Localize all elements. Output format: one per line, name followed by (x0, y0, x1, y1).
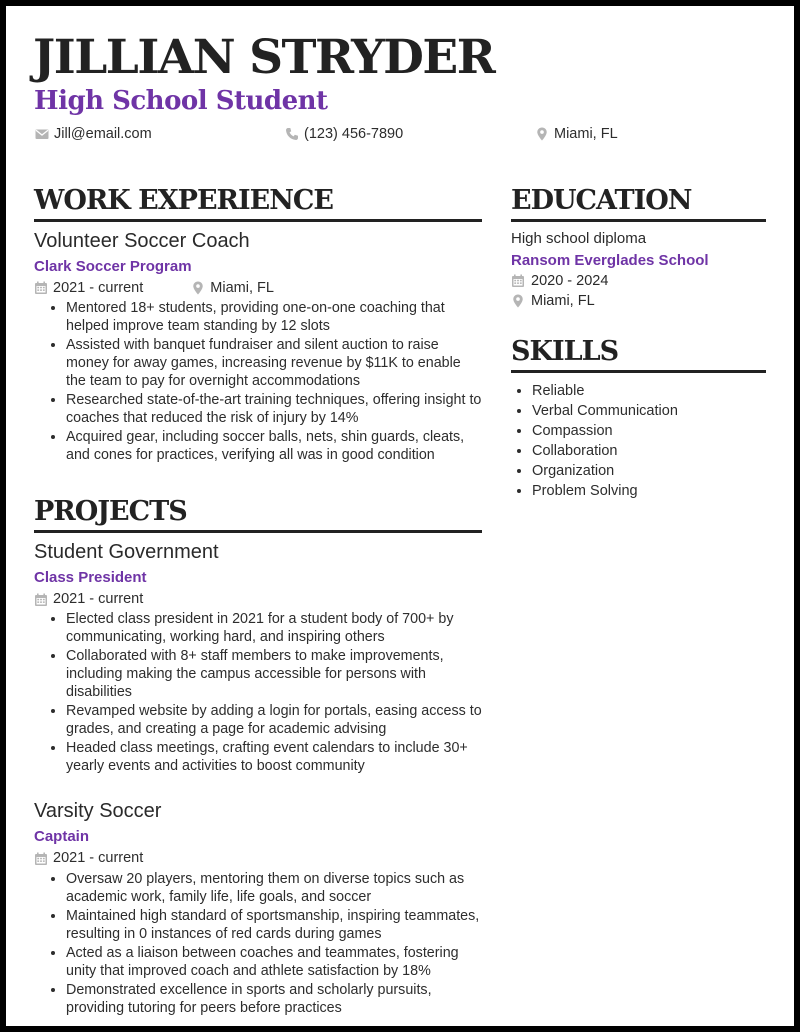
list-item: • Acquired gear, including soccer balls, nets, shin guards, cleats, and cones for practices, verifying all was in good condition (66, 428, 482, 464)
right-column (511, 184, 766, 501)
work-entry (34, 229, 482, 464)
work-bullets (34, 299, 482, 464)
list-item: • Collaborated with 8+ staff members to make improvements, including making the campus accessible for persons with disabilities (66, 647, 482, 701)
project-bullets (34, 610, 482, 775)
skill-item: • Reliable (532, 381, 766, 401)
map-pin-icon (511, 294, 525, 308)
project-title: Student Government (34, 540, 219, 563)
project-dates: 2021 - current (53, 850, 144, 867)
skill-item: • Organization (532, 461, 766, 481)
education-location-row (511, 293, 766, 309)
candidate-name: JILLIAN STRYDER (33, 30, 495, 85)
resume-page (6, 6, 794, 1026)
work-meta (34, 280, 482, 297)
skill-item: • Verbal Communication (532, 401, 766, 421)
list-item: • Mentored 18+ students, providing one-on-one coaching that helped improve team standing by 12 slots (66, 299, 482, 335)
calendar-icon (34, 281, 48, 295)
work-experience-heading: WORK EXPERIENCE (34, 184, 482, 222)
projects-heading: PROJECTS (34, 495, 482, 533)
skill-item: • Collaboration (532, 441, 766, 461)
education-location: Miami, FL (531, 292, 595, 309)
project-role: Captain (34, 828, 90, 846)
contact-phone (285, 126, 403, 142)
education-heading: EDUCATION (511, 184, 766, 222)
candidate-role: High School Student (34, 86, 328, 116)
skills-heading: SKILLS (511, 335, 766, 373)
map-pin-icon (191, 281, 205, 295)
work-title: Volunteer Soccer Coach (34, 229, 250, 252)
list-item: • Assisted with banquet fundraiser and silent auction to raise money for away games, increasing revenue by $11K to enable the team to pay for overnight accommodations (66, 336, 482, 390)
envelope-icon (35, 127, 49, 141)
calendar-icon (34, 593, 48, 607)
project-entry (34, 540, 482, 775)
list-item: • Headed class meetings, crafting event calendars to include 30+ yearly events and activities to boost community (66, 739, 482, 775)
education-school: Ransom Everglades School (511, 251, 709, 269)
email-text: Jill@email.com (54, 126, 152, 142)
work-location: Miami, FL (210, 279, 274, 296)
phone-icon (285, 127, 299, 141)
project-meta (34, 591, 482, 608)
contact-location (535, 126, 618, 142)
list-item: • Acted as a liaison between coaches and teammates, fostering unity that improved coach and athlete satisfaction by 18% (66, 944, 482, 980)
phone-text: (123) 456-7890 (304, 126, 404, 142)
skill-item: • Compassion (532, 421, 766, 441)
education-degree: High school diploma (511, 229, 647, 247)
list-item: • Maintained high standard of sportsmanship, inspiring teammates, resulting in 0 instances of red cards during games (66, 907, 482, 943)
calendar-icon (511, 274, 525, 288)
list-item: • Revamped website by adding a login for portals, easing access to grades, and creating a page for academic advising (66, 702, 482, 738)
contact-email (35, 126, 152, 142)
project-bullets (34, 870, 482, 1017)
work-dates: 2021 - current (53, 279, 144, 296)
location-text: Miami, FL (554, 126, 618, 142)
list-item: • Oversaw 20 players, mentoring them on diverse topics such as academic work, family life, life goals, and soccer (66, 870, 482, 906)
map-pin-icon (535, 127, 549, 141)
skill-item: • Problem Solving (532, 481, 766, 501)
project-entry (34, 799, 482, 1016)
work-organization: Clark Soccer Program (34, 257, 192, 275)
list-item: • Demonstrated excellence in sports and scholarly pursuits, providing tutoring for peers before practices (66, 981, 482, 1017)
education-dates: 2020 - 2024 (531, 272, 609, 289)
project-role: Class President (34, 568, 147, 586)
project-dates: 2021 - current (53, 590, 144, 607)
list-item: • Researched state-of-the-art training techniques, offering insight to coaches that reduced the risk of injury by 14% (66, 391, 482, 427)
list-item: • Elected class president in 2021 for a student body of 700+ by communicating, working hard, and inspiring others (66, 610, 482, 646)
skills-list (511, 381, 766, 501)
project-meta (34, 850, 482, 867)
project-title: Varsity Soccer (34, 800, 162, 823)
left-column (34, 184, 482, 1018)
calendar-icon (34, 852, 48, 866)
education-dates-row (511, 273, 766, 289)
